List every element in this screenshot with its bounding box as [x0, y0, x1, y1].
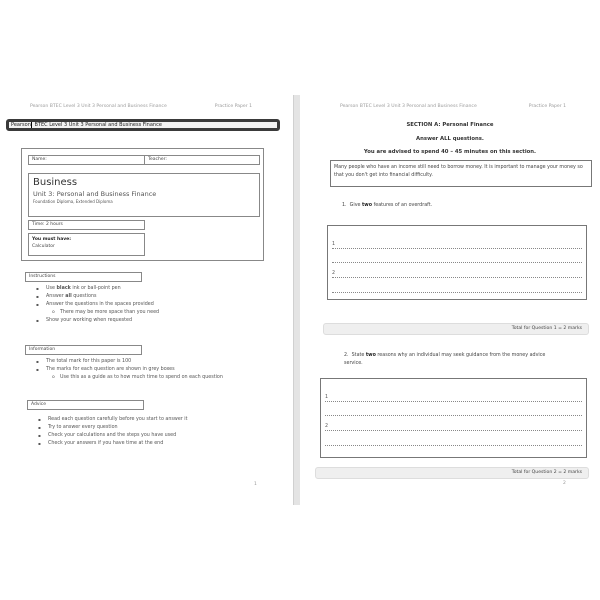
information-list	[36, 358, 223, 382]
running-header-paper: Practice Paper 1	[214, 104, 252, 109]
must-have-label: You must have:	[32, 237, 72, 242]
advice-item: ▪ Check your calculations and the steps you have used	[38, 432, 187, 440]
page-number: 2	[563, 481, 566, 486]
running-header-title: Pearson BTEC Level 3 Unit 3 Personal and Business Finance	[340, 104, 477, 109]
question-1: 1. Give two features of an overdraft.	[342, 203, 433, 208]
must-have-box	[28, 233, 145, 256]
answer-line[interactable]: 1	[332, 243, 582, 249]
marks-box-q1: Total for Question 1 = 2 marks	[323, 323, 589, 335]
section-timing: You are advised to spend 40 – 45 minutes on this section.	[363, 149, 537, 155]
header-text-box-content[interactable]	[11, 122, 162, 128]
answer-line[interactable]: 1	[325, 396, 582, 402]
question-2: 2. State two reasons why an individual may seek guidance from the money advice service.	[344, 353, 546, 366]
running-header-title: Pearson BTEC Level 3 Unit 3 Personal and Business Finance	[30, 104, 167, 109]
page-gutter	[293, 95, 300, 505]
information-sub-item: o Use this as a guide as to how much time to spend on each question	[36, 374, 223, 382]
running-header-paper: Practice Paper 1	[528, 104, 566, 109]
information-item: ▪ The total mark for this paper is 100	[36, 358, 223, 366]
cover-box	[21, 148, 264, 261]
text-before-cursor: Pearson	[11, 122, 31, 128]
page-number: 1	[254, 482, 257, 487]
name-teacher-row	[28, 155, 260, 165]
instruction-item: ▪ Use black ink or ball-point pen	[36, 285, 159, 293]
answer-box-q1[interactable]	[327, 225, 587, 300]
instruction-item: ▪ Answer the questions in the spaces provided	[36, 301, 159, 309]
title-box	[28, 173, 260, 217]
section-title: SECTION A: Personal Finance	[406, 122, 494, 128]
qualifications: Foundation Diploma, Extended Diploma	[33, 199, 113, 204]
instruction-sub-item: o There may be more space than you need	[36, 309, 159, 317]
must-have-item: Calculator	[32, 244, 55, 249]
advice-item: ▪ Try to answer every question	[38, 424, 187, 432]
advice-item: ▪ Check your answers if you have time at the end	[38, 440, 187, 448]
unit-title: Unit 3: Personal and Business Finance	[33, 190, 157, 198]
instructions-label: Instructions	[25, 272, 142, 282]
text-after-cursor: BTEC Level 3 Unit 3 Personal and Business Finance	[32, 122, 162, 128]
scenario-box: Many people who have an income still need to borrow money. It is important to manage your money so that you don't get into financial difficulty.	[330, 160, 592, 187]
time-box: Time: 2 hours	[28, 220, 145, 230]
advice-label: Advice	[27, 400, 144, 410]
answer-line[interactable]	[325, 410, 582, 416]
name-field[interactable]: Name:	[29, 156, 145, 164]
answer-line[interactable]: 2	[332, 272, 582, 278]
answer-line[interactable]	[325, 440, 582, 446]
teacher-field[interactable]: Teacher:	[148, 157, 167, 162]
page-1	[0, 95, 292, 505]
instruction-item: ▪ Answer all questions	[36, 293, 159, 301]
page-2	[300, 95, 600, 505]
advice-item: ▪ Read each question carefully before you start to answer it	[38, 416, 187, 424]
advice-list	[38, 416, 187, 448]
subject-title: Business	[33, 177, 78, 188]
instructions-list	[36, 285, 159, 325]
answer-line[interactable]	[332, 287, 582, 293]
answer-box-q2[interactable]	[320, 378, 587, 458]
answer-line[interactable]	[332, 257, 582, 263]
information-label: Information	[25, 345, 142, 355]
instruction-item: ▪ Show your working when requested	[36, 317, 159, 325]
information-item: ▪ The marks for each question are shown in grey boxes	[36, 366, 223, 374]
header-text-box-selected[interactable]	[6, 119, 280, 131]
marks-box-q2: Total for Question 2 = 2 marks	[315, 467, 589, 479]
section-instruction: Answer ALL questions.	[416, 136, 484, 142]
answer-line[interactable]: 2	[325, 425, 582, 431]
